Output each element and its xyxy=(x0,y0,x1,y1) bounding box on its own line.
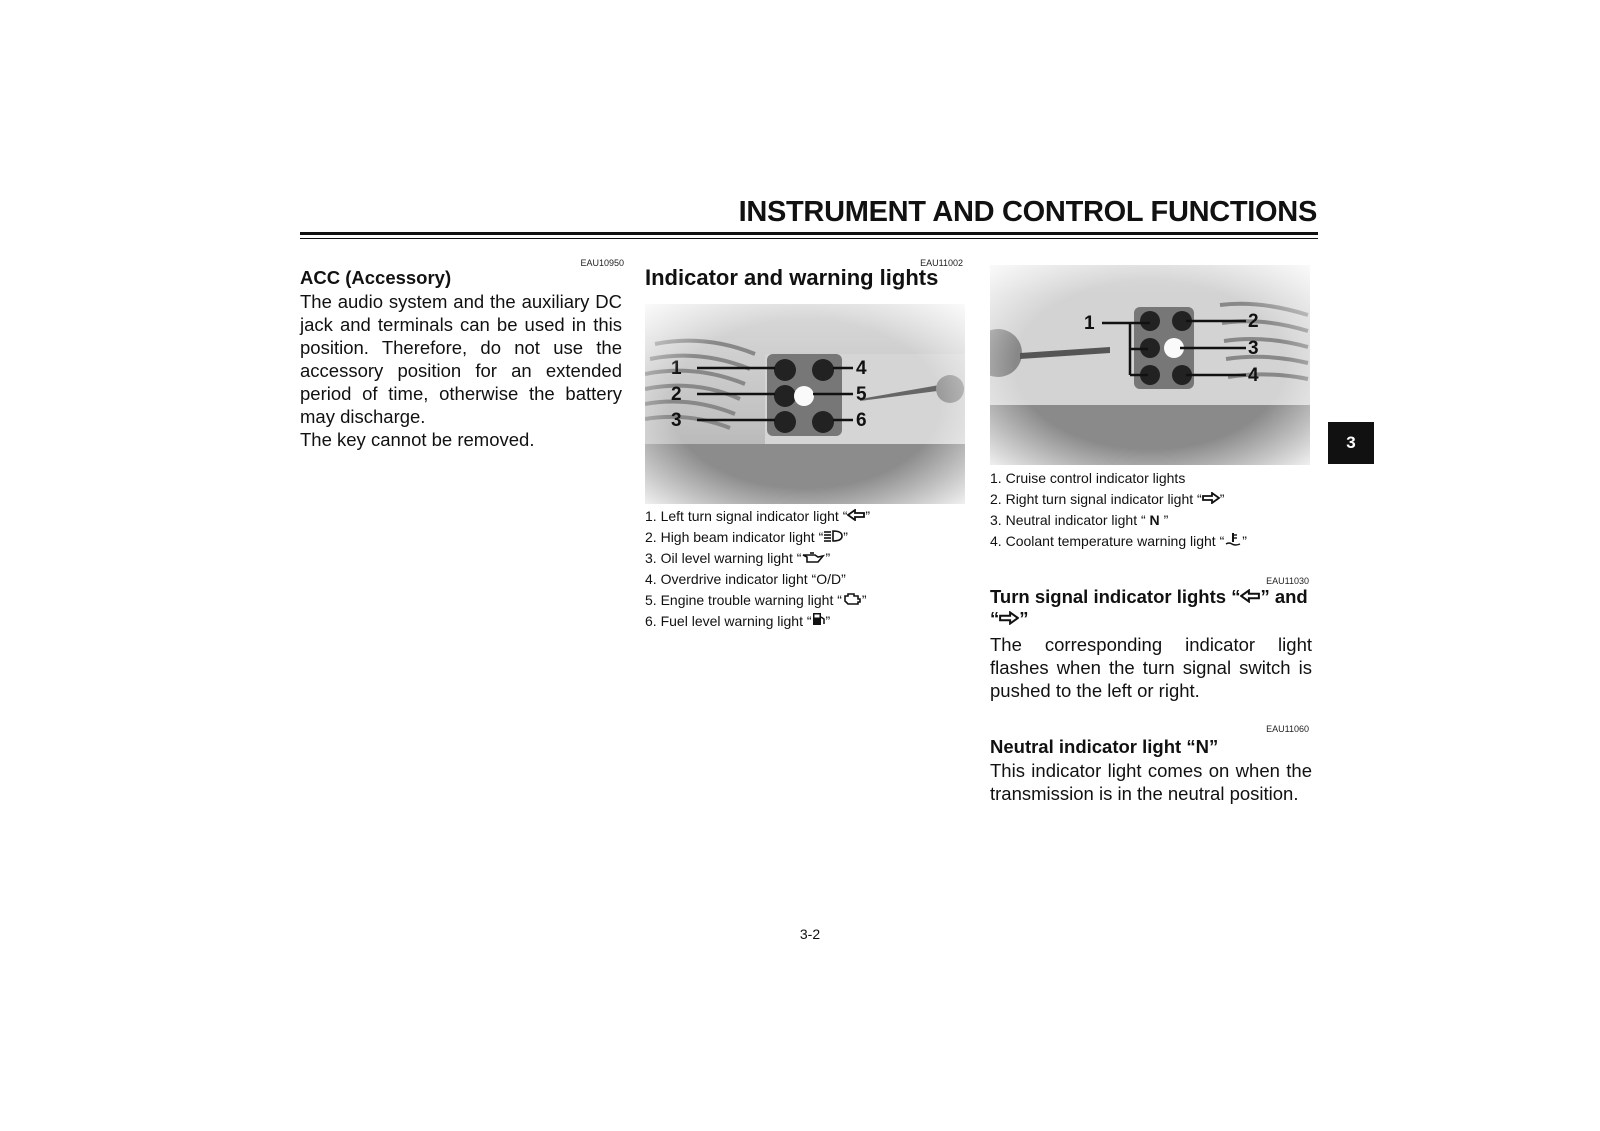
oil-can-icon xyxy=(801,550,825,566)
list-item: 4. Overdrive indicator light “O/D” xyxy=(645,571,846,587)
instrument-cluster-photo xyxy=(645,304,965,504)
list-item: 2. High beam indicator light “ ” xyxy=(645,529,848,545)
list-item: 2. Right turn signal indicator light “ ” xyxy=(990,491,1225,507)
acc-text-2: The key cannot be removed. xyxy=(300,429,535,450)
turn-signal-paragraph: The corresponding indicator light flashes when the turn signal switch is pushed to the left or right. xyxy=(990,634,1312,701)
coolant-temperature-icon xyxy=(1224,533,1242,549)
section-code: EAU11030 xyxy=(1266,576,1309,586)
page-number: 3-2 xyxy=(799,926,821,942)
acc-paragraph xyxy=(300,290,622,451)
right-arrow-icon xyxy=(1202,491,1220,507)
section-code: EAU11060 xyxy=(1266,724,1309,734)
indicator-heading: Indicator and warning lights xyxy=(645,265,939,290)
list-item: 4. Coolant temperature warning light “ ” xyxy=(990,533,1247,549)
header-rule-thin xyxy=(300,238,1318,239)
neutral-paragraph: This indicator light comes on when the transmission is in the neutral position. xyxy=(990,760,1312,804)
chapter-tab: 3 xyxy=(1328,422,1374,464)
list-item: 5. Engine trouble warning light “ ” xyxy=(645,592,867,608)
engine-icon xyxy=(842,592,862,608)
acc-text-1: The audio system and the auxiliary DC jack and terminals can be used in this position. Therefore, do not use the accessory position for an extended period of time, otherwise the battery may discharge. xyxy=(300,291,622,427)
section-code: EAU11002 xyxy=(920,258,963,268)
high-beam-icon xyxy=(823,529,843,545)
turn-signal-heading: Turn signal indicator lights “ ” and “ ” xyxy=(990,586,1308,630)
left-arrow-icon xyxy=(1240,586,1260,607)
indicator-list xyxy=(645,506,965,632)
left-arrow-icon xyxy=(847,508,865,524)
section-code: EAU10950 xyxy=(580,258,624,268)
list-item: 3. Neutral indicator light “ N ” xyxy=(990,512,1169,528)
list-item: 6. Fuel level warning light “ ” xyxy=(645,613,831,629)
cruise-cluster-photo xyxy=(990,265,1310,465)
neutral-n-symbol: N xyxy=(1195,736,1209,757)
list-item: 1. Left turn signal indicator light “ ” xyxy=(645,508,871,524)
right-arrow-icon xyxy=(999,608,1019,629)
header-rule xyxy=(300,232,1318,235)
neutral-n-symbol: N xyxy=(1149,512,1160,528)
cruise-list xyxy=(990,468,1320,552)
fuel-pump-icon xyxy=(812,613,826,629)
neutral-heading: Neutral indicator light “N” xyxy=(990,736,1219,757)
list-item: 3. Oil level warning light “ ” xyxy=(645,550,831,566)
page-title: INSTRUMENT AND CONTROL FUNCTIONS xyxy=(738,196,1317,228)
acc-heading: ACC (Accessory) xyxy=(300,267,452,288)
list-item: 1. Cruise control indicator lights xyxy=(990,470,1186,486)
